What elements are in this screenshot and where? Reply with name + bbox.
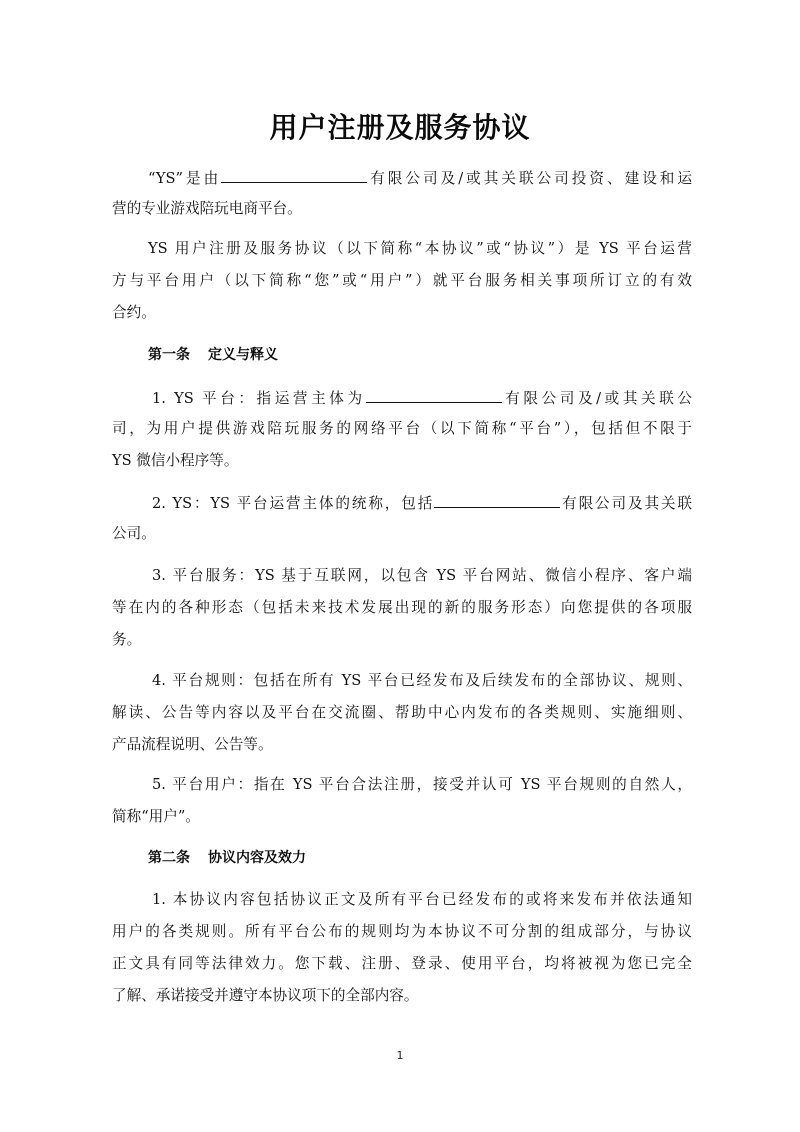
- intro-paragraph-2-line-3: 合约。: [112, 304, 156, 321]
- article-1-item-1-line-2: 司，为用户提供游戏陪玩服务的网络平台（以下简称“平台”），包括但不限于: [112, 420, 692, 437]
- article-1-item-4-line-1: 4. 平台规则：包括在所有 YS 平台已经发布及后续发布的全部协议、规则、: [152, 672, 692, 689]
- item-text: 2. YS：YS 平台运营主体的统称，包括: [152, 495, 435, 512]
- company-name-blank: [434, 492, 560, 508]
- intro-paragraph-2-line-2: 方与平台用户（以下简称“您”或“用户”）就平台服务相关事项所订立的有效: [112, 272, 692, 289]
- company-name-blank: [221, 167, 367, 183]
- article-1-item-1-line-3: YS 微信小程序等。: [112, 452, 239, 469]
- article-1-item-2-line-2: 公司。: [112, 525, 156, 542]
- article-1-item-3-line-3: 务。: [112, 631, 142, 648]
- article-1-number: 第一条: [148, 347, 190, 363]
- article-2-item-1-line-1: 1. 本协议内容包括协议正文及所有平台已经发布的或将来发布并依法通知: [152, 891, 692, 908]
- article-1-item-3-line-2: 等在内的各种形态（包括未来技术发展出现的新的服务形态）向您提供的各项服: [112, 599, 692, 616]
- intro-text: 有限公司及/或其关联公司投资、建设和运: [367, 170, 692, 187]
- article-1-item-4-line-3: 产品流程说明、公告等。: [112, 736, 273, 753]
- item-text: 有限公司及其关联: [560, 495, 692, 512]
- operator-name-blank: [366, 387, 502, 403]
- intro-paragraph-2-line-1: YS 用户注册及服务协议（以下简称“本协议”或“协议”）是 YS 平台运营: [148, 240, 692, 257]
- item-text: 有限公司及/或其关联公: [501, 390, 692, 407]
- article-2-heading: [148, 848, 306, 868]
- page-number: 1: [396, 1049, 404, 1062]
- article-2-item-1-line-3: 正文具有同等法律效力。您下载、注册、登录、使用平台，均将被视为您已完全: [112, 955, 692, 972]
- article-1-heading: [148, 345, 278, 365]
- article-1-item-5-line-1: 5. 平台用户：指在 YS 平台合法注册，接受并认可 YS 平台规则的自然人，: [152, 776, 692, 793]
- intro-paragraph-1-line-1: [148, 167, 692, 189]
- article-1-item-4-line-2: 解读、公告等内容以及平台在交流圈、帮助中心内发布的各类规则、实施细则、: [112, 704, 692, 721]
- article-1-item-3-line-1: 3. 平台服务：YS 基于互联网，以包含 YS 平台网站、微信小程序、客户端: [152, 567, 692, 584]
- article-1-item-1-line-1: [152, 387, 692, 409]
- article-1-item-5-line-2: 简称“用户”。: [112, 808, 200, 825]
- article-1-item-2-line-1: [152, 492, 692, 514]
- document-title: 用户注册及服务协议: [269, 111, 531, 144]
- item-text: 1. YS 平台：指运营主体为: [152, 390, 366, 407]
- intro-text: “YS”是由: [148, 170, 222, 187]
- article-2-item-1-line-2: 用户的各类规则。所有平台公布的规则均为本协议不可分割的组成部分，与协议: [112, 923, 692, 940]
- article-2-title: 协议内容及效力: [208, 850, 306, 866]
- intro-paragraph-1-line-2: 营的专业游戏陪玩电商平台。: [112, 200, 302, 217]
- article-2-number: 第二条: [148, 850, 190, 866]
- article-1-title: 定义与释义: [208, 347, 278, 363]
- article-2-item-1-line-4: 了解、承诺接受并遵守本协议项下的全部内容。: [112, 987, 419, 1004]
